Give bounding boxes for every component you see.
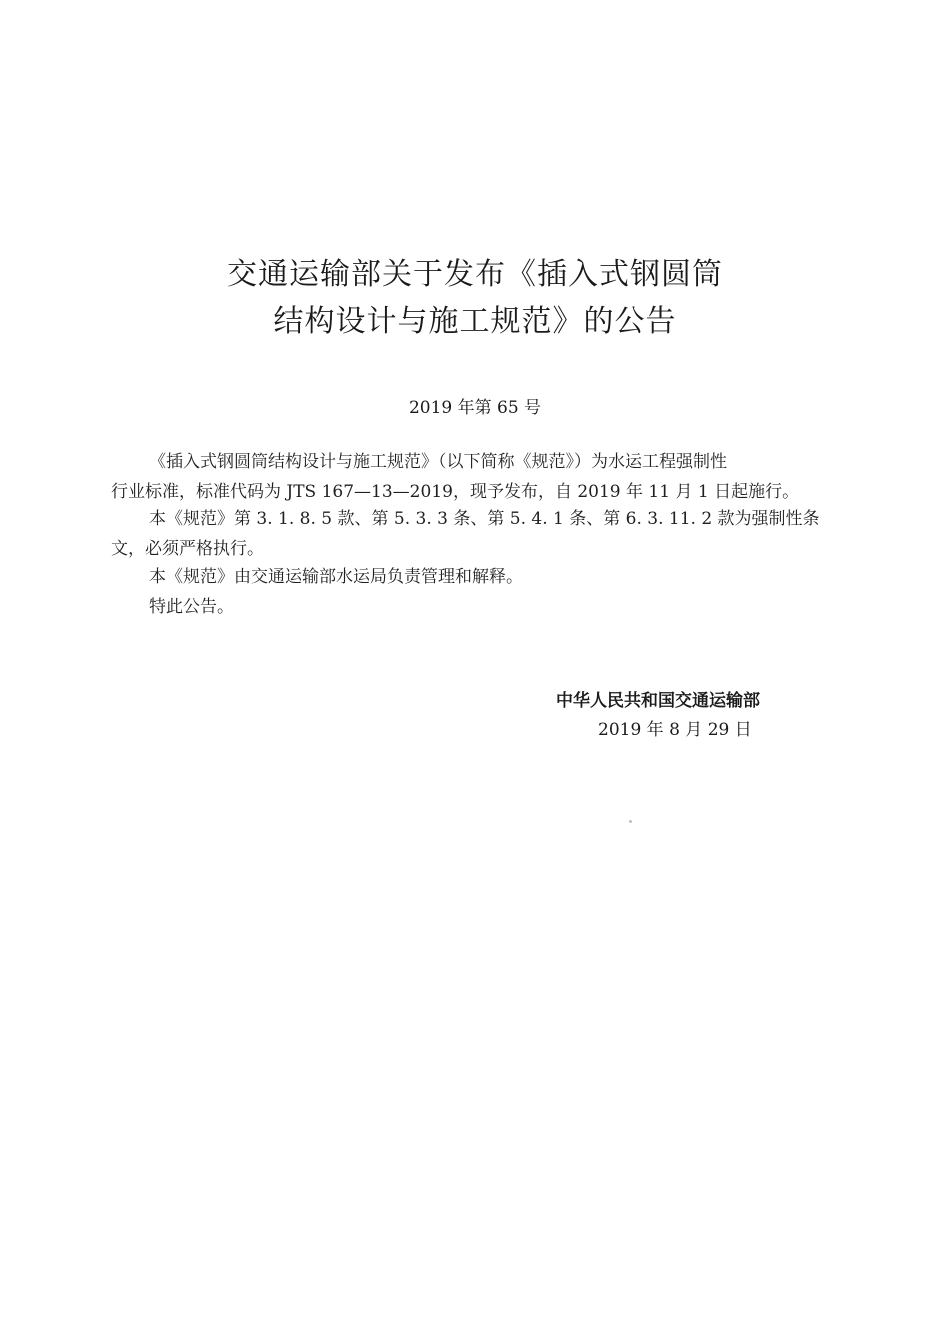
issue-date: 2019 年 8 月 29 日 [598,720,752,740]
body-line: 文，必须严格执行。 [111,539,264,559]
signer: 中华人民共和国交通运输部 [556,691,760,711]
announcement-number: 2019 年第 65 号 [408,398,542,418]
title-line-1: 交通运输部关于发布《插入式钢圆筒 [227,257,723,292]
body-line: 本《规范》由交通运输部水运局负责管理和解释。 [149,567,523,587]
scan-speck [629,820,632,823]
title-line-2: 结构设计与施工规范》的公告 [273,304,677,339]
body-line: 《插入式钢圆筒结构设计与施工规范》（以下简称《规范》）为水运工程强制性 [149,452,727,472]
body-line: 本《规范》第 3. 1. 8. 5 款、第 5. 3. 3 条、第 5. 4. 1 条、第 6. 3. 11. 2 款为强制性条 [149,509,820,529]
body-line: 特此公告。 [149,597,234,617]
body-line: 行业标准，标准代码为 JTS 167—13—2019，现予发布，自 2019 年 11 月 1 日起施行。 [111,482,800,502]
